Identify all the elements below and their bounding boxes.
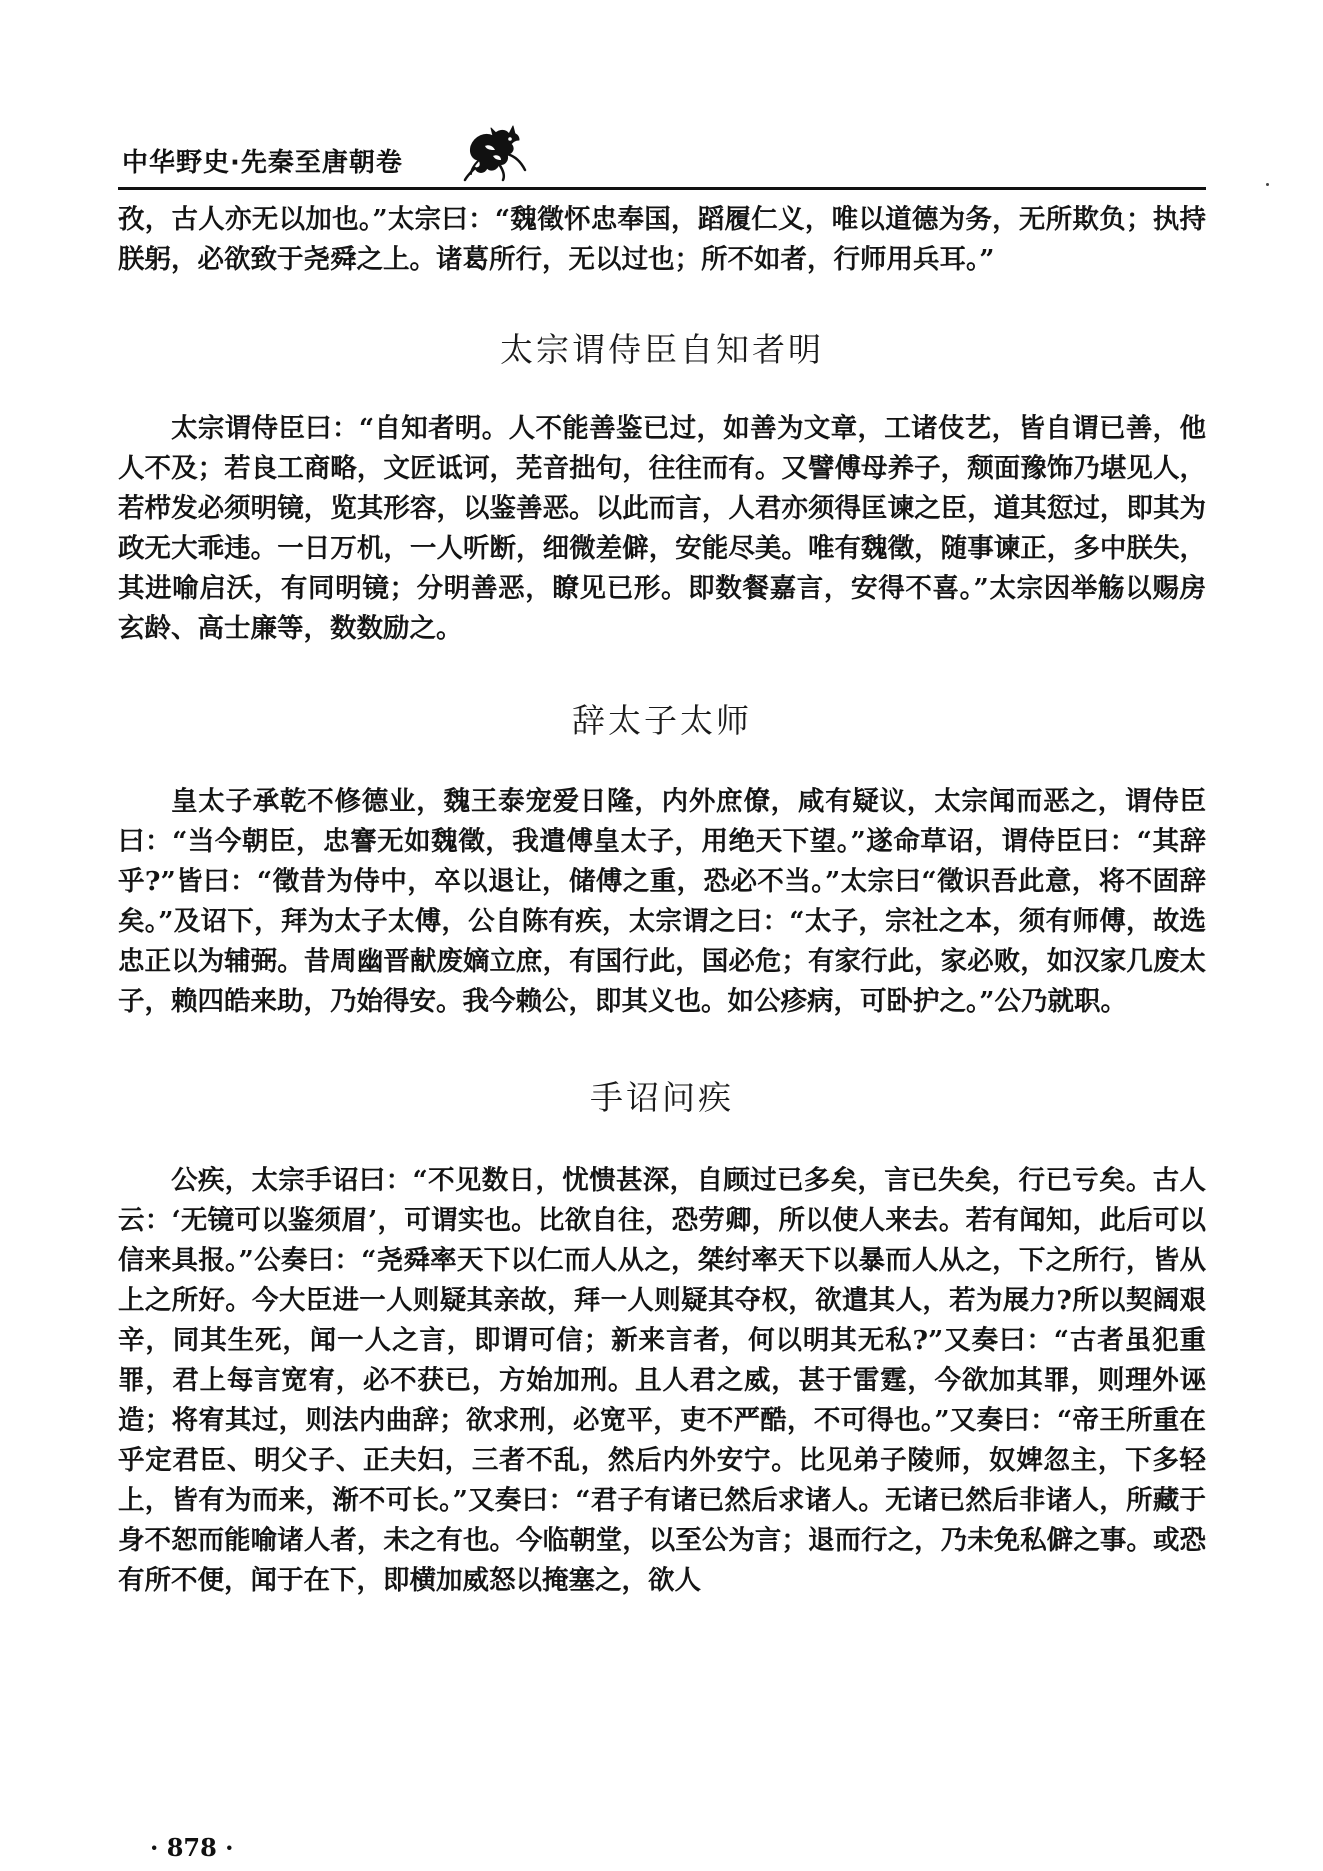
dragon-emblem-icon [463,122,529,182]
section-heading: 手诏问疾 [590,1078,734,1117]
header-rule [118,187,1206,190]
page-content [118,200,1206,1601]
section-heading: 辞太子太师 [572,701,752,740]
running-title: 中华野史·先秦至唐朝卷 [122,148,403,178]
scan-speck [1266,183,1269,186]
section-paragraph: 公疾，太宗手诏曰：“不见数日，忧愦甚深，自顾过已多矣，言已失矣，行已亏矣。古人云：‘无镜可以鉴须眉’，可谓实也。比欲自往，恐劳卿，所以使人来去。若有闻知，此后可以信来具报。”公奏曰：“尧舜率天下以仁而人从之，桀纣率天下以暴而人从之，下之所行，皆从上之所好。今大臣进一人则疑其亲故，拜一人则疑其夺权，欲遣其人，若为展力?所以契阔艰辛，同其生死，闻一人之言，即谓可信；新来言者，何以明其无私?”又奏曰：“古者虽犯重罪，君上每言宽宥，必不获已，方始加刑。且人君之威，甚于雷霆，今欲加其罪，则理外诬造；将宥其过，则法内曲辞；欲求刑，必宽平，吏不严酷，不可得也。”又奏曰：“帝王所重在乎定君臣、明父子、正夫妇，三者不乱，然后内外安宁。比见弟子陵师，奴婢忽主，下多轻上，皆有为而来，渐不可长。”又奏曰：“君子有诸已然后求诸人。无诸已然后非诸人，所藏于身不恕而能喻诸人者，未之有也。今临朝堂，以至公为言；退而行之，乃未免私僻之事。或恐有所不便，闻于在下，即横加威怒以掩塞之，欲人 [118,1165,1206,1596]
section-paragraph: 皇太子承乾不修德业，魏王泰宠爱日隆，内外庶僚，咸有疑议，太宗闻而恶之，谓侍臣曰：“当今朝臣，忠謇无如魏徵，我遣傅皇太子，用绝天下望。”遂命草诏，谓侍臣曰：“其辞乎?”皆曰：“徵昔为侍中，卒以退让，储傅之重，恐必不当。”太宗曰“徵识吾此意，将不固辞矣。”及诏下，拜为太子太傅，公自陈有疾，太宗谓之曰：“太子，宗社之本，须有师傅，故选忠正以为辅弼。昔周幽晋献废嫡立庶，有国行此，国必危；有家行此，家必败，如汉家几废太子，赖四皓来助，乃始得安。我今赖公，即其义也。如公疹病，可卧护之。”公乃就职。 [118,786,1206,1017]
page-number: · 878 · [150,1833,234,1862]
section-paragraph: 太宗谓侍臣曰：“自知者明。人不能善鉴已过，如善为文章，工诸伎艺，皆自谓已善，他人不及；若良工商略，文匠诋诃，芜音拙句，往往而有。又譬傅母养子，颓面豫饰乃堪见人，若栉发必须明镜，览其形容，以鉴善恶。以此而言，人君亦须得匡谏之臣，道其愆过，即其为政无大乖违。一日万机，一人听断，细微差僻，安能尽美。唯有魏徵，随事谏正，多中朕失，其进喻启沃，有同明镜；分明善恶，瞭见已形。即数餐嘉言，安得不喜。”太宗因举觞以赐房玄龄、高士廉等，数数励之。 [118,413,1206,644]
continued-paragraph: 孜，古人亦无以加也。”太宗曰：“魏徵怀忠奉国，蹈履仁义，唯以道德为务，无所欺负；执持朕躬，必欲致于尧舜之上。诸葛所行，无以过也；所不如者，行师用兵耳。” [118,204,1206,275]
running-header [118,134,1198,184]
section-heading: 太宗谓侍臣自知者明 [500,330,824,369]
